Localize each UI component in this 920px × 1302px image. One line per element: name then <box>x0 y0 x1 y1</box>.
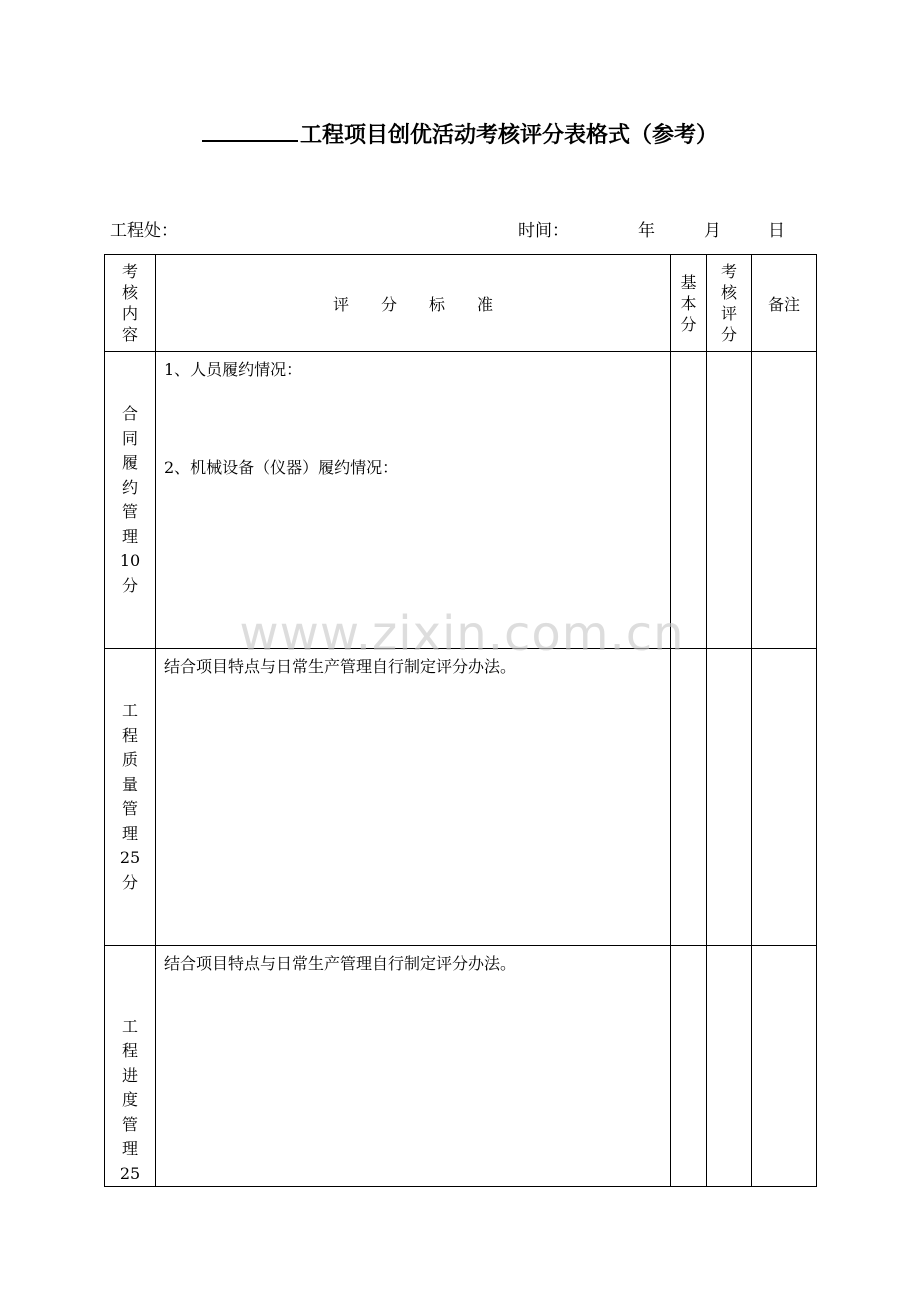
base-score-cell[interactable] <box>671 352 707 649</box>
header-line <box>110 216 800 240</box>
row-criteria <box>156 649 671 946</box>
month-label: 月 <box>704 221 721 241</box>
row-category: 工程进度管理25 <box>105 946 156 1187</box>
col-header-content: 考核内容 <box>105 255 156 352</box>
row-category: 工程质量管理25分 <box>105 649 156 946</box>
col-header-remarks: 备注 <box>752 255 817 352</box>
row-criteria <box>156 946 671 1187</box>
row-criteria <box>156 352 671 649</box>
title-blank-line <box>202 120 298 142</box>
criteria-item: 结合项目特点与日常生产管理自行制定评分办法。 <box>164 657 517 676</box>
review-score-cell[interactable] <box>707 352 752 649</box>
col-header-review-score: 考核评分 <box>707 255 752 352</box>
remarks-cell[interactable] <box>752 352 817 649</box>
base-score-cell[interactable] <box>671 649 707 946</box>
document-title <box>0 118 920 149</box>
col-header-base-score: 基本分 <box>671 255 707 352</box>
watermark: www.zixin.com.cn <box>239 606 685 662</box>
review-score-cell[interactable] <box>707 946 752 1187</box>
day-label: 日 <box>768 221 785 241</box>
table-row <box>105 946 817 1187</box>
unit-label: 工程处： <box>110 221 178 241</box>
table-row <box>105 649 817 946</box>
base-score-cell[interactable] <box>671 946 707 1187</box>
review-score-cell[interactable] <box>707 649 752 946</box>
criteria-item: 2、机械设备（仪器）履约情况： <box>164 458 399 477</box>
remarks-cell[interactable] <box>752 946 817 1187</box>
table-header-row <box>105 255 817 352</box>
col-header-criteria: 评 分 标 准 <box>156 255 671 352</box>
scoring-table <box>104 254 817 1187</box>
table-row <box>105 352 817 649</box>
row-category: 合同履约管理10分 <box>105 352 156 649</box>
criteria-item: 结合项目特点与日常生产管理自行制定评分办法。 <box>164 954 517 973</box>
year-label: 年 <box>638 221 655 241</box>
criteria-item: 1、人员履约情况： <box>164 360 303 379</box>
title-text: 工程项目创优活动考核评分表格式（参考） <box>299 123 718 148</box>
time-label: 时间： <box>518 221 569 241</box>
remarks-cell[interactable] <box>752 649 817 946</box>
